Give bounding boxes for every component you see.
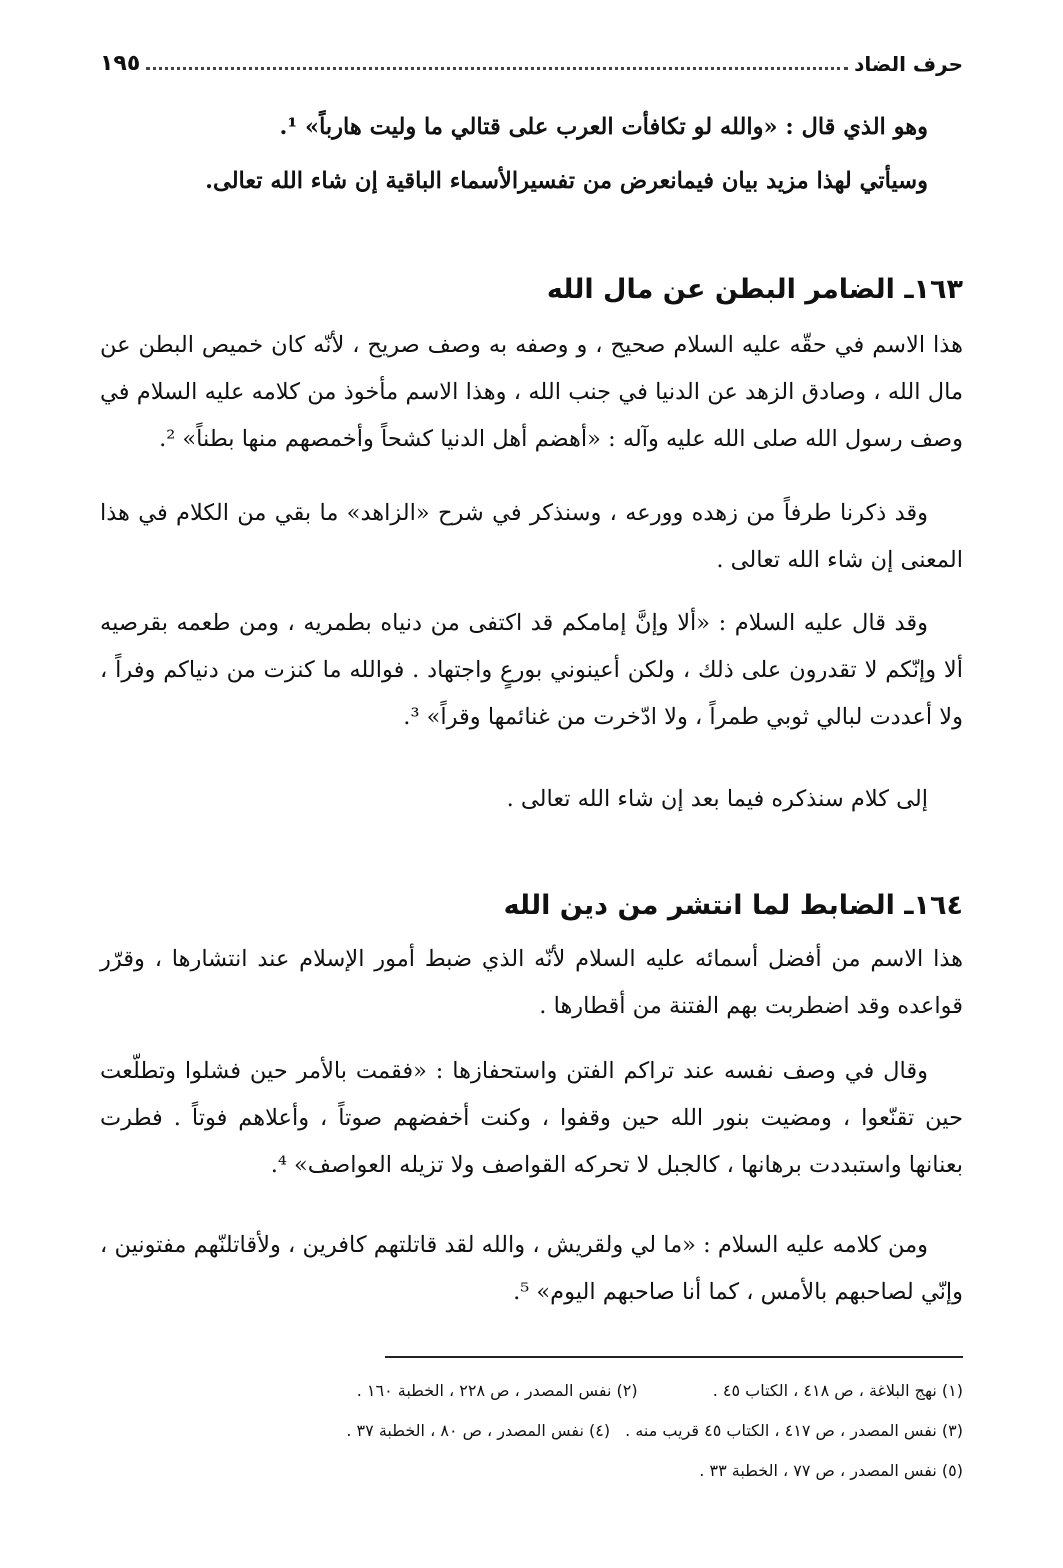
section-163-paragraph-3: وقد قال عليه السلام : «ألا وإنَّ إمامكم قد اكتفى من دنياه بطمريه ، ومن طعمه بقرصيه ألا وإنّكم لا تقدرون على ذلك ، ولكن أعينوني بورعٍ واجتهاد . فوالله ما كنزت من دنياكم وفراً ، ولا أعددت لبالي ثوبي طمراً ، ولا ادّخرت من غنائمها وقراً» ³. [100, 610, 963, 730]
section-163-paragraph-2: وقد ذكرنا طرفاً من زهده وورعه ، وسنذكر في شرح «الزاهد» ما بقي من الكلام في هذا المعنى إن شاء الله تعالى . [100, 500, 963, 573]
section-163-paragraph-1: هذا الاسم في حقّه عليه السلام صحيح ، و وصفه به وصف صريح ، لأنّه كان خميص البطن عن مال الله ، وصادق الزهد عن الدنيا في جنب الله ، وهذا الاسم مأخوذ من كلامه عليه السلام في وصف رسول الله صلى الله عليه وآله : «أهضم أهل الدنيا كشحاً وأخمصهم منها بطناً» ². [100, 332, 963, 452]
section-163-paragraph-4: إلى كلام سنذكره فيما بعد إن شاء الله تعالى . [506, 786, 928, 812]
footnote-3: (٣) نفس المصدر ، ص ٤١٧ ، الكتاب ٤٥ قريب منه . [625, 1421, 963, 1440]
header-dotted-leader [146, 67, 848, 70]
footnote-4: (٤) نفس المصدر ، ص ٨٠ ، الخطبة ٣٧ . [346, 1421, 611, 1440]
section-164-paragraph-2: وقال في وصف نفسه عند تراكم الفتن واستحفازها : «فقمت بالأمر حين فشلوا وتطلّعت حين تقنّعوا ، ومضيت بنور الله حين وقفوا ، وكنت أخفضهم صوتاً ، وأعلاهم فوتاً . فطرت بعنانها واستبددت برهانها ، كالجبل لا تحركه القواصف ولا تزيله العواصف» ⁴. [100, 1058, 963, 1178]
section-164-heading: ١٦٤ـ الضابط لما انتشر من دين الله [503, 890, 963, 921]
intro-paragraph-2: وسيأتي لهذا مزيد بيان فيمانعرض من تفسيرالأسماء الباقية إن شاء الله تعالى. [205, 168, 928, 194]
footnote-row-1 [100, 1376, 963, 1406]
footnote-divider [385, 1356, 963, 1358]
footnote-row-3 [100, 1456, 963, 1486]
section-163-heading: ١٦٣ـ الضامر البطن عن مال الله [546, 274, 963, 305]
section-164-paragraph-1: هذا الاسم من أفضل أسمائه عليه السلام لأنّه الذي ضبط أمور الإسلام عند انتشارها ، وقرّر قواعده وقد اضطربت بهم الفتنة من أقطارها . [100, 946, 963, 1019]
running-header [100, 40, 963, 76]
footnote-1: (١) نهج البلاغة ، ص ٤١٨ ، الكتاب ٤٥ . [712, 1381, 963, 1400]
footnote-5: (٥) نفس المصدر ، ص ٧٧ ، الخطبة ٣٣ . [699, 1461, 963, 1480]
footnote-row-2 [100, 1416, 963, 1446]
running-header-title: حرف الضاد [854, 52, 963, 76]
footnote-2: (٢) نفس المصدر ، ص ٢٢٨ ، الخطبة ١٦٠ . [356, 1381, 638, 1400]
intro-paragraph-1: وهو الذي قال : «والله لو تكافأت العرب على قتالي ما وليت هارباً» ¹. [279, 114, 928, 140]
page-number: ١٩٥ [100, 51, 141, 76]
section-164-paragraph-3: ومن كلامه عليه السلام : «ما لي ولقريش ، والله لقد قاتلتهم كافرين ، ولأقاتلنّهم مفتونين ، وإنّي لصاحبهم بالأمس ، كما أنا صاحبهم اليوم» ⁵. [100, 1232, 963, 1305]
